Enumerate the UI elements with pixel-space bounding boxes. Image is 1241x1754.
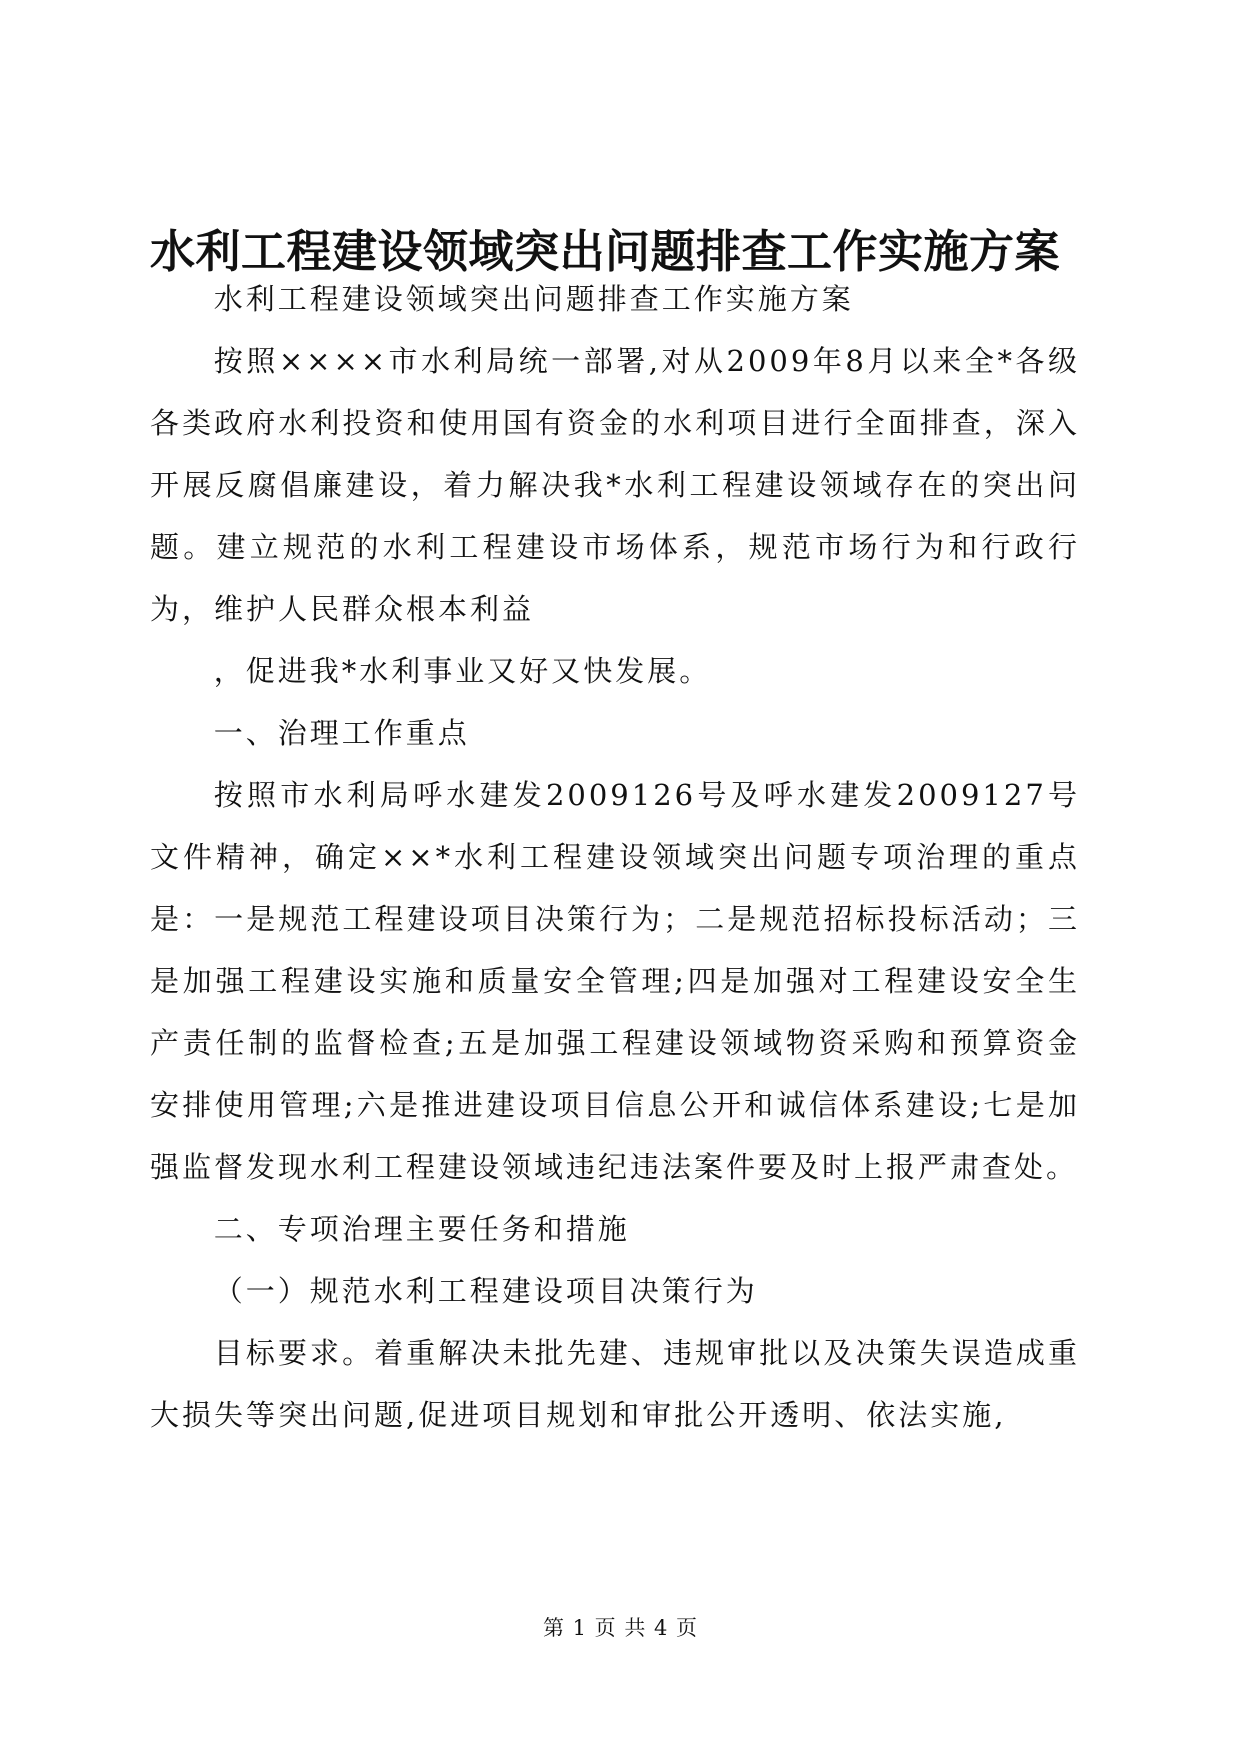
section-heading-2: 二、专项治理主要任务和措施: [213, 1212, 630, 1246]
intro-paragraph: 按照××××市水利局统一部署,对从2009年8月以来全*各级各类政府水利投资和使用国有资金的水利项目进行全面排查，深入开展反腐倡廉建设，着力解决我*水利工程建设领域存在的突出问题。建立规范的水利工程建设市场体系，规范市场行为和行政行为，维护人民群众根本利益: [150, 344, 1080, 626]
page-footer: 第 1 页 共 4 页: [542, 1616, 699, 1640]
section-heading-1: 一、治理工作重点: [213, 716, 470, 750]
document-title: 水利工程建设领域突出问题排查工作实施方案: [150, 225, 1061, 278]
intro-continuation-paragraph: ，促进我*水利事业又好又快发展。: [213, 654, 712, 688]
subsection-heading-1: （一）规范水利工程建设项目决策行为: [213, 1274, 758, 1308]
subsection-1-paragraph: 目标要求。着重解决未批先建、违规审批以及决策失误造成重大损失等突出问题,促进项目规划和审批公开透明、依法实施,: [150, 1336, 1080, 1432]
section-1-paragraph: 按照市水利局呼水建发2009126号及呼水建发2009127号文件精神，确定××*水利工程建设领域突出问题专项治理的重点是：一是规范工程建设项目决策行为；二是规范招标投标活动；三是加强工程建设实施和质量安全管理;四是加强对工程建设安全生产责任制的监督检查;五是加强工程建设领域物资采购和预算资金安排使用管理;六是推进建设项目信息公开和诚信体系建设;七是加强监督发现水利工程建设领域违纪违法案件要及时上报严肃查处。: [150, 778, 1080, 1184]
document-body: [150, 268, 1080, 1446]
subtitle-paragraph: 水利工程建设领域突出问题排查工作实施方案: [213, 282, 854, 316]
